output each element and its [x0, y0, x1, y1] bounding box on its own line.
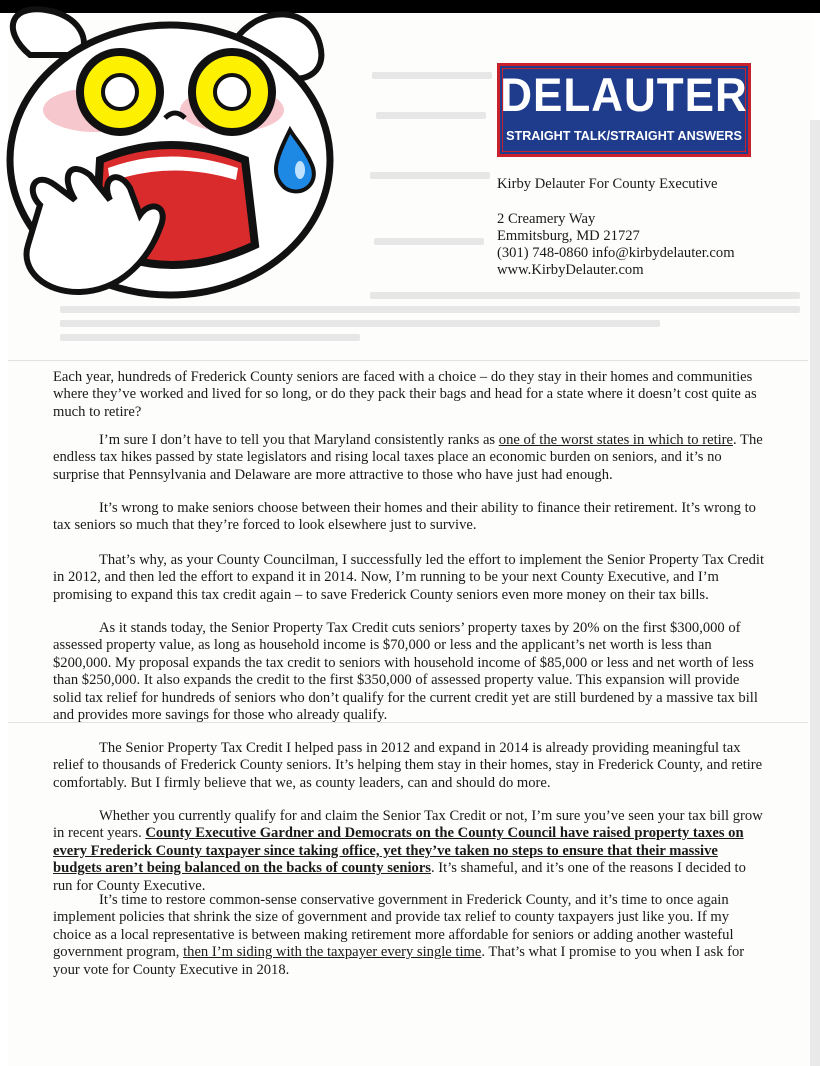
bold-underlined-claim: County Executive Gardner and Democrats on the County Council have raised property taxes on every Frederick County taxpayer since taking office, yet they’ve taken no steps to ensure that their massive budgets aren’t being balanced on the backs of county seniors — [53, 825, 744, 877]
underlined-phrase: one of the worst states in which to retire — [498, 432, 734, 448]
logo-tagline: STRAIGHT TALK/STRAIGHT ANSWERS — [506, 129, 742, 143]
campaign-logo — [497, 63, 751, 157]
paragraph-7: Whether you currently qualify for and claim the Senior Tax Credit or not, I’m sure you’ve seen your tax bill grow in recent years. County Executive Gardner and Democrats on the County Council have raised property taxes on every Frederick County taxpayer since taking office, yet they’ve taken no steps to ensure that their massive budgets aren’t being balanced on the backs of county seniors. It’s shameful, and it’s one of the reasons I decided to run for County Executive. — [53, 808, 763, 894]
address-city: Emmitsburg, MD 21727 — [497, 228, 640, 244]
shocked-crying-face-sticker — [0, 0, 340, 320]
contact-phone-email: (301) 748-0860 info@kirbydelauter.com — [497, 245, 735, 261]
contact-website: www.KirbyDelauter.com — [497, 262, 644, 278]
paragraph-2: I’m sure I don’t have to tell you that Maryland consistently ranks as one of the worst states in which to retire. The endless tax hikes passed by state legislators and rising local taxes place an economic burden on seniors, and it’s no surprise that Pennsylvania and Delaware are more attractive to those who have just had enough. — [53, 432, 763, 483]
org-name: Kirby Delauter For County Executive — [497, 176, 718, 192]
underlined-phrase: then I’m siding with the taxpayer every single time — [183, 944, 482, 961]
paragraph-4: That’s why, as your County Councilman, I successfully led the effort to implement the Senior Property Tax Credit in 2012, and then led the effort to expand it in 2014. Now, I’m running to be your next County Executive, and I’m promising to expand this tax credit again – to save Frederick County seniors even more money on their tax bills. — [53, 552, 765, 603]
paragraph-5: As it stands today, the Senior Property Tax Credit cuts seniors’ property taxes by 20% on the first $300,000 of assessed property value, as long as household income is $70,000 or less and the applicant’s net worth is less than $200,000. My proposal expands the tax credit to seniors with household income of $85,000 or less and net worth of less than $250,000. It also expands the credit to the first $350,000 of assessed property value. This expansion will provide solid tax relief for hundreds of seniors who don’t qualify for the current credit yet are still burdened by a massive tax bill and provides more savings for those who already qualify. — [53, 620, 758, 724]
fold-line — [8, 360, 808, 361]
address-street: 2 Creamery Way — [497, 211, 596, 227]
logo-name: DELAUTER — [500, 69, 748, 122]
paragraph-3: It’s wrong to make seniors choose between their homes and their ability to finance their retirement. It’s wrong to tax seniors so much that they’re forced to look elsewhere just to survive. — [53, 500, 756, 534]
page-edge — [810, 120, 820, 1066]
paragraph-8: It’s time to restore common-sense conservative government in Frederick County, and it’s time to once again implement policies that shrink the size of government and provide tax relief to county taxpayers just like you. If my choice as a local representative is between making retirement more affordable for seniors or adding another wasteful government program, then I’m siding with the taxpayer every single time. That’s what I promise to you when I ask for your vote for County Executive in 2018. — [53, 892, 745, 978]
paragraph-1: Each year, hundreds of Frederick County seniors are faced with a choice – do they stay in their homes and communities where they’ve worked and lived for so long, or do they pack their bags and head for a state where it doesn’t cost quite as much to retire? — [53, 369, 757, 420]
paragraph-6: The Senior Property Tax Credit I helped pass in 2012 and expand in 2014 is already providing meaningful tax relief to thousands of Frederick County seniors. It’s helping them stay in their homes, stay in Frederick County, and retire comfortably. But I firmly believe that we, as county leaders, can and should do more. — [53, 740, 763, 791]
